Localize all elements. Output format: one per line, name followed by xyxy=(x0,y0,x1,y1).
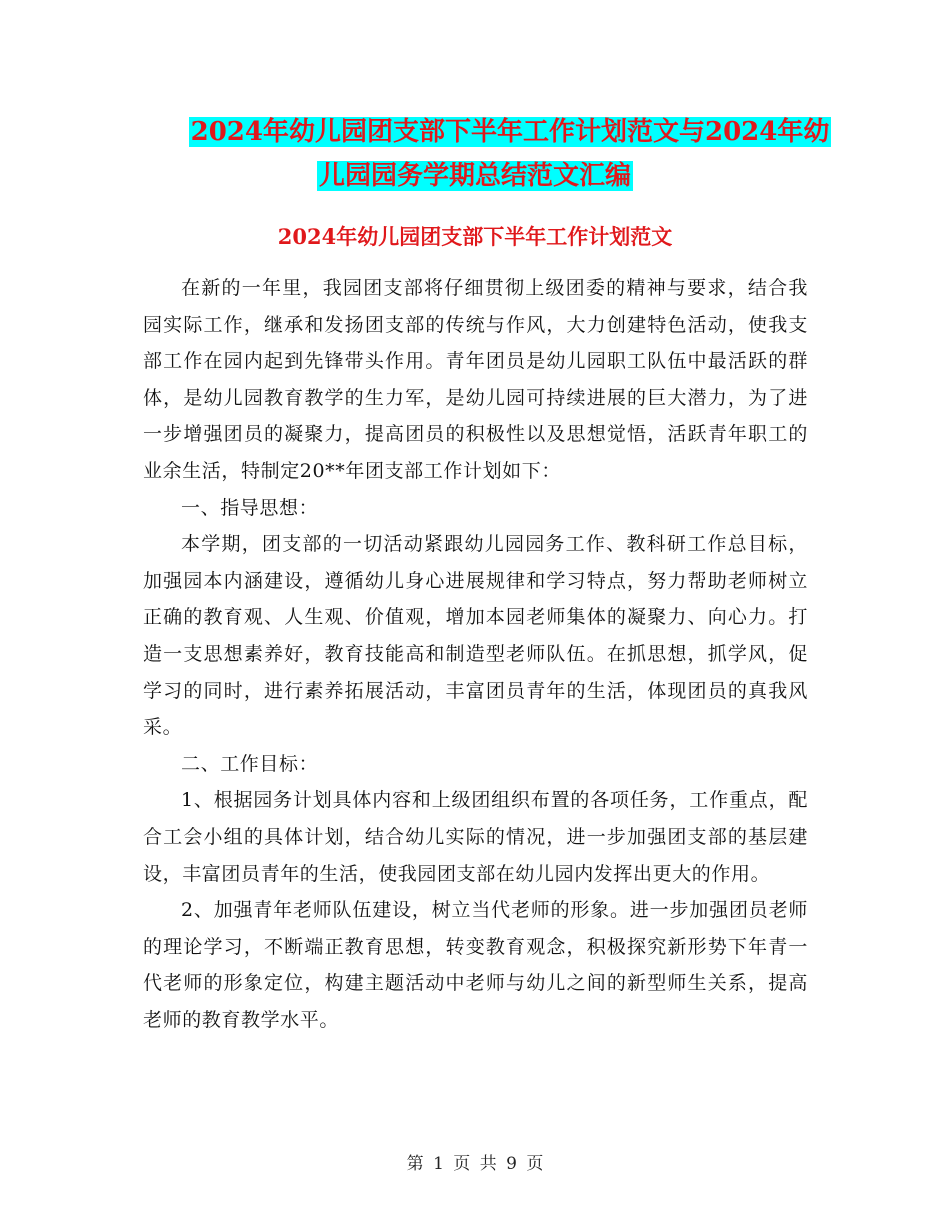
page-number-footer: 第 1 页 共 9 页 xyxy=(406,1154,544,1174)
paragraph-goal-1: 1、根据园务计划具体内容和上级团组织布置的各项任务，工作重点，配合工会小组的具体计划，结合幼儿实际的情况，进一步加强团支部的基层建设，丰富团员青年的生活，使我园团支部在幼儿园内发挥出更大的作用。 xyxy=(143,789,808,885)
title-highlight-1: 2024年幼儿园团支部下半年工作计划范文与2024年幼 xyxy=(190,117,830,147)
heading-guiding-thought: 一、指导思想： xyxy=(181,496,319,519)
document-body xyxy=(143,270,808,1038)
section-title: 2024年幼儿园团支部下半年工作计划范文 xyxy=(277,224,673,249)
document-title xyxy=(0,110,950,198)
document-title-line-1 xyxy=(0,110,950,154)
paragraph-goal-2: 2、加强青年老师队伍建设，树立当代老师的形象。进一步加强团员老师的理论学习，不断端正教育思想，转变教育观念，积极探究新形势下年青一代老师的形象定位，构建主题活动中老师与幼儿之间的新型师生关系，提高老师的教育教学水平。 xyxy=(143,899,808,1031)
paragraph-guiding-thought: 本学期，团支部的一切活动紧跟幼儿园园务工作、教科研工作总目标，加强园本内涵建设，遵循幼儿身心进展规律和学习特点，努力帮助老师树立正确的教育观、人生观、价值观，增加本园老师集体的凝聚力、向心力。打造一支思想素养好，教育技能高和制造型老师队伍。在抓思想，抓学风，促学习的同时，进行素养拓展活动，丰富团员青年的生活，体现团员的真我风采。 xyxy=(143,533,808,739)
paragraph-intro: 在新的一年里，我园团支部将仔细贯彻上级团委的精神与要求，结合我园实际工作，继承和发扬团支部的传统与作风，大力创建特色活动，使我支部工作在园内起到先锋带头作用。青年团员是幼儿园职工队伍中最活跃的群体，是幼儿园教育教学的生力军，是幼儿园可持续进展的巨大潜力，为了进一步增强团员的凝聚力，提高团员的积极性以及思想觉悟，活跃青年职工的业余生活，特制定20**年团支部工作计划如下： xyxy=(143,277,808,482)
title-highlight-2: 儿园园务学期总结范文汇编 xyxy=(318,161,631,191)
heading-work-goals: 二、工作目标： xyxy=(181,752,319,775)
document-title-line-2 xyxy=(0,154,950,198)
